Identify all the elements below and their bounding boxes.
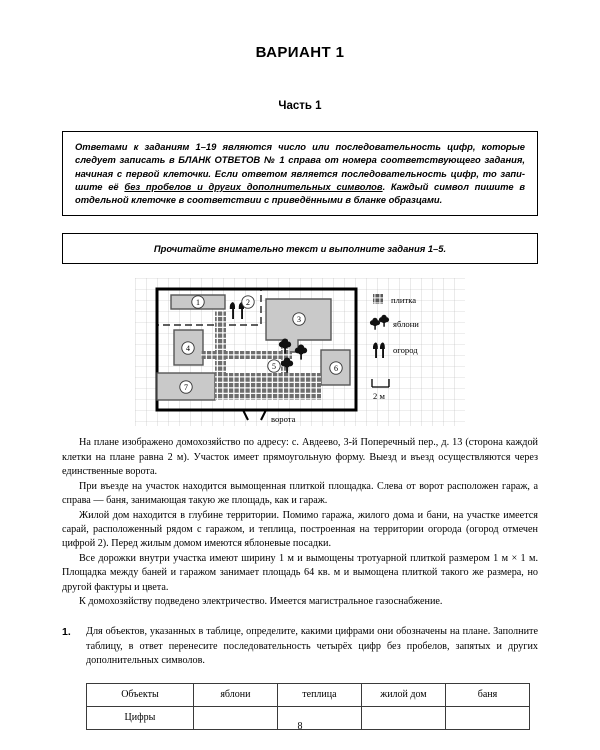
legend-label-apple-trees: яблони — [393, 319, 419, 330]
page-number: 8 — [297, 721, 303, 732]
table-cell-object-1: яблони — [193, 683, 277, 706]
legend-swatch-tile — [373, 294, 383, 304]
task-1-text: Для объектов, указанных в таблице, определите, какими цифрами они обозначены на плане. Заполните таблицу, в ответ перенесите последовательность четырёх цифр без пробелов, запятых и других дополнительных символов. — [86, 626, 538, 667]
svg-text:2: 2 — [246, 298, 250, 308]
table-header-digits: Цифры — [87, 706, 194, 729]
task-1-number: 1. — [62, 626, 71, 639]
plot-number-2 — [242, 296, 254, 308]
instructions-line-1: Ответами к заданиям 1–19 являются число или последовательность цифр, которые — [75, 141, 525, 152]
passage-paragraph-4: Все дорожки внутри участка имеют ширину 1 м и вымощены тротуарной плиткой размером 1 м × 1 м. Площадка между баней и гаражом занимает площадь 64 кв. м и вымощена плиткой такого же размера, но другой фактуры и цвета. — [62, 552, 538, 593]
legend-label-vegetable-garden: огород — [393, 345, 418, 356]
passage-paragraph-5: К домохозяйству подведено электричество. Имеется магистральное газоснабжение. — [79, 595, 443, 607]
gate-label: ворота — [271, 414, 296, 425]
task-1 — [62, 625, 538, 668]
svg-text:6: 6 — [334, 364, 338, 374]
plot-number-7 — [180, 381, 192, 393]
reading-passage — [62, 436, 538, 609]
svg-text:4: 4 — [186, 344, 190, 354]
path-horizontal-middle — [201, 351, 292, 359]
table-header-objects: Объекты — [87, 683, 194, 706]
passage-paragraph-1: На плане изображено домохозяйство по адресу: с. Авдеево, 3-й Поперечный пер., д. 13 (сторона каждой клетки на плане равна 2 м). Участок имеет прямоугольную форму. Выезд и въезд осуществляются через единственные ворота. — [62, 437, 538, 478]
site-plan-svg — [135, 278, 465, 426]
instructions-box — [62, 131, 538, 216]
instructions-emphasis: без пробелов и других дополнительных символов — [124, 180, 383, 192]
passage-paragraph-3: Жилой дом находится в глубине территории. Помимо гаража, жилого дома и бани, на участке имеется сарай, расположенный рядом с гаражом, и теплица, построенная на территории огорода (огород отмечен цифрой 2). Перед жилым домом имеются яблоневые посадки. — [62, 509, 538, 550]
legend-label-tile: плитка — [391, 295, 417, 306]
scale-label: 2 м — [373, 391, 385, 402]
instructions-line-4a: шите её — [75, 180, 125, 192]
plot-number-3 — [293, 313, 305, 325]
instructions-line-5: в отдельной клеточке в соответствии с приведёнными в бланке образцами. — [75, 180, 525, 206]
read-instruction-box — [62, 233, 538, 264]
table-row-objects — [87, 683, 530, 706]
plot-number-4 — [182, 342, 194, 354]
svg-text:7: 7 — [184, 383, 188, 393]
svg-text:3: 3 — [297, 315, 301, 325]
svg-text:5: 5 — [272, 362, 276, 372]
instructions-line-4c: . Каждый символ пишите — [382, 180, 514, 192]
read-instruction-text: Прочитайте внимательно текст и выполните задания 1–5. — [153, 243, 447, 255]
task-1-body — [86, 625, 538, 668]
plot-number-6 — [330, 362, 342, 374]
site-plan-figure — [62, 278, 538, 426]
passage-paragraph-2: При въезде на участок находится вымощенная плиткой площадка. Слева от ворот расположен гараж, а справа — баня, занимающая такую же площадь, как и гараж. — [62, 480, 538, 507]
paved-court — [215, 373, 321, 400]
table-cell-object-3: жилой дом — [361, 683, 445, 706]
instructions-line-2: следует записать в БЛАНК ОТВЕТОВ № 1 справа от номера соответствующего задания, — [75, 154, 525, 166]
table-cell-object-4: баня — [445, 683, 529, 706]
path-vertical-left — [215, 311, 226, 373]
instructions-paragraph — [75, 140, 525, 206]
part-heading: Часть 1 — [278, 100, 322, 112]
plot-number-1 — [192, 296, 204, 308]
plot-number-5 — [268, 360, 280, 372]
svg-text:1: 1 — [196, 298, 200, 308]
page-title: ВАРИАНТ 1 — [255, 44, 345, 61]
instructions-line-3: начиная с первой клеточки. Если ответом является последовательность цифр, то запи- — [75, 167, 525, 179]
table-cell-object-2: теплица — [277, 683, 361, 706]
